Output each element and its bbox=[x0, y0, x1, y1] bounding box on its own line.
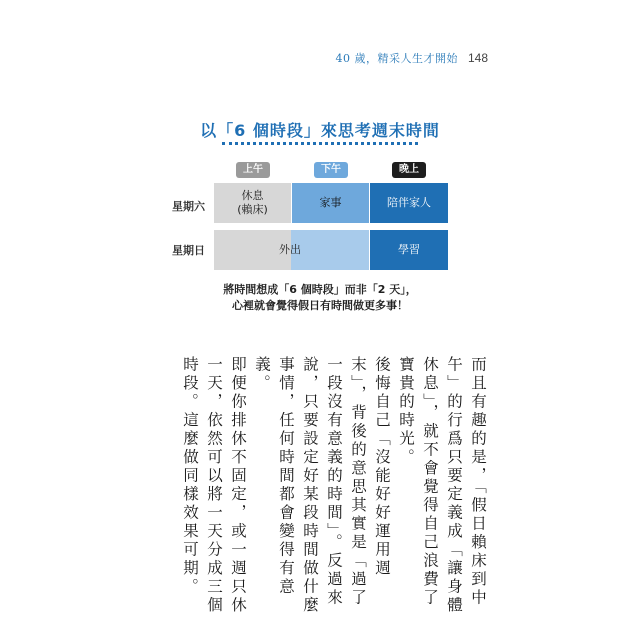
body-paragraph-3: 即便你排休不固定，或一週只休一天，依然可以將一天分成三個時段。這麼做同樣效果可期。 bbox=[181, 355, 247, 615]
saturday-evening-cell bbox=[370, 183, 448, 223]
saturday-morning-cell bbox=[214, 183, 291, 223]
body-paragraph-1: 而且有趣的是，「假日賴床到中午」的行爲只要定義成「讓身體休息」，就不會覺得自己浪費了寶貴的時光。 bbox=[397, 355, 487, 615]
running-head bbox=[335, 50, 488, 66]
figure-caption-line-2: 心裡就會覺得假日有時間做更多事！ bbox=[232, 299, 408, 312]
running-title: 40 歲，精采人生才開始 bbox=[335, 52, 458, 65]
sunday-evening-cell bbox=[370, 230, 448, 270]
saturday-morning-text: 休息 (賴床) bbox=[237, 189, 268, 216]
saturday-afternoon-cell bbox=[292, 183, 369, 223]
body-paragraph-2: 後悔自己「沒能好好運用週末」，背後的意思其實是「過了一段沒有意義的時間」。反過來說，只要設定好某段時間做什麼事情，任何時間都會變得有意義。 bbox=[253, 355, 391, 615]
evening-tag: 晚上 bbox=[392, 162, 426, 178]
figure-title: 以「6 個時段」來思考週末時間 bbox=[200, 121, 440, 140]
body-text bbox=[178, 340, 490, 620]
saturday-afternoon-text: 家事 bbox=[319, 196, 342, 209]
sunday-evening-text: 學習 bbox=[398, 243, 420, 256]
title-dotted-rule bbox=[222, 142, 418, 145]
saturday-evening-text: 陪伴家人 bbox=[387, 196, 431, 209]
figure-caption-line-1: 將時間想成「6 個時段」而非「2 天」， bbox=[223, 283, 417, 296]
sunday-outing-text-wrap bbox=[250, 230, 330, 270]
sunday-outing-text: 外出 bbox=[279, 243, 301, 256]
sunday-label: 星期日 bbox=[172, 244, 205, 257]
saturday-label: 星期六 bbox=[172, 200, 205, 213]
morning-tag: 上午 bbox=[236, 162, 270, 178]
page-number: 148 bbox=[467, 51, 488, 65]
afternoon-tag: 下午 bbox=[314, 162, 348, 178]
